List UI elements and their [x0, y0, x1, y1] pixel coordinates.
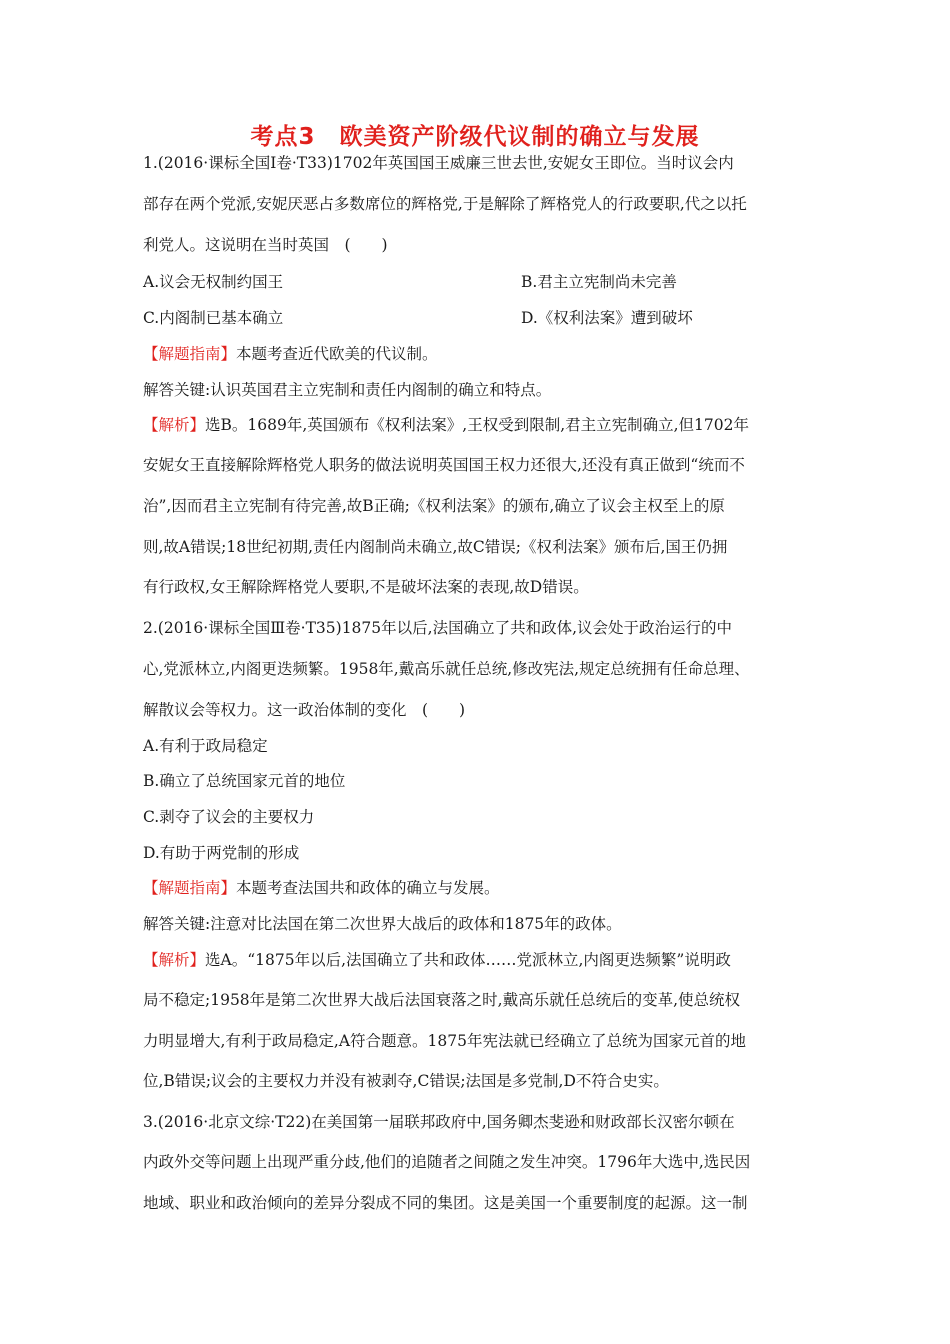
q2-option-d: D.有助于两党制的形成	[143, 844, 300, 862]
q2-option-a: A.有利于政局稳定	[143, 737, 268, 755]
q1-analysis-line-3: 治”,因而君主立宪制有待完善,故B正确;《权利法案》的颁布,确立了议会主权至上的原	[143, 497, 725, 515]
q1-option-b: B.君主立宪制尚未完善	[521, 273, 677, 291]
q1-analysis-line-4: 则,故A错误;18世纪初期,责任内阁制尚未确立,故C错误;《权利法案》颁布后,国王仍拥	[143, 538, 728, 556]
q1-stem-line-3: 利党人。这说明在当时英国 ( )	[143, 236, 388, 254]
q2-guide-tag: 【解题指南】	[143, 879, 237, 897]
q2-stem-line-2: 心,党派林立,内阁更迭频繁。1958年,戴高乐就任总统,修改宪法,规定总统拥有任命总理、	[143, 660, 750, 678]
q1-option-c: C.内阁制已基本确立	[143, 309, 284, 327]
q1-option-row-1	[143, 272, 677, 292]
q1-analysis-line-2: 安妮女王直接解除辉格党人职务的做法说明英国国王权力还很大,还没有真正做到“统而不	[143, 456, 745, 474]
q2-analysis-line-3: 力明显增大,有利于政局稳定,A符合题意。1875年宪法就已经确立了总统为国家元首的地	[143, 1032, 746, 1050]
q2-analysis-line-2: 局不稳定;1958年是第二次世界大战后法国衰落之时,戴高乐就任总统后的变革,使总统权	[143, 991, 741, 1009]
q2-option-c: C.剥夺了议会的主要权力	[143, 808, 315, 826]
q3-stem-line-2: 内政外交等问题上出现严重分歧,他们的追随者之间随之发生冲突。1796年大选中,选民因	[143, 1153, 751, 1171]
q2-analysis-line-4: 位,B错误;议会的主要权力并没有被剥夺,C错误;法国是多党制,D不符合史实。	[143, 1072, 669, 1090]
q1-guide-tag: 【解题指南】	[143, 345, 237, 363]
q2-stem-line-1: 2.(2016·课标全国Ⅲ卷·T35)1875年以后,法国确立了共和政体,议会处于政治运行的中	[143, 619, 732, 637]
q2-stem-line-3: 解散议会等权力。这一政治体制的变化 ( )	[143, 701, 466, 719]
q1-analysis-tag: 【解析】	[143, 416, 206, 434]
q1-option-row-2	[143, 308, 693, 328]
q1-analysis-text-1: 选B。1689年,英国颁布《权利法案》,王权受到限制,君主立宪制确立,但1702年	[205, 416, 750, 434]
q2-option-b: B.确立了总统国家元首的地位	[143, 772, 346, 790]
page-title: 考点3 欧美资产阶级代议制的确立与发展	[250, 124, 700, 150]
q2-key: 解答关键:注意对比法国在第二次世界大战后的政体和1875年的政体。	[143, 915, 622, 933]
q1-option-d: D.《权利法案》遭到破坏	[521, 309, 693, 327]
q1-guide	[143, 344, 438, 364]
q2-analysis-text-1: 选A。“1875年以后,法国确立了共和政体……党派林立,内阁更迭频繁”说明政	[205, 951, 731, 969]
q1-analysis-line-5: 有行政权,女王解除辉格党人要职,不是破坏法案的表现,故D错误。	[143, 578, 589, 596]
q2-analysis-tag: 【解析】	[143, 951, 206, 969]
q2-analysis-line-1	[143, 950, 731, 970]
q1-analysis-line-1	[143, 415, 749, 435]
q3-stem-line-1: 3.(2016·北京文综·T22)在美国第一届联邦政府中,国务卿杰斐逊和财政部长汉密尔顿在	[143, 1113, 735, 1131]
q1-stem-line-1: 1.(2016·课标全国Ⅰ卷·T33)1702年英国国王威廉三世去世,安妮女王即位。当时议会内	[143, 154, 734, 172]
q1-stem-line-2: 部存在两个党派,安妮厌恶占多数席位的辉格党,于是解除了辉格党人的行政要职,代之以托	[143, 195, 747, 213]
q1-option-a: A.议会无权制约国王	[143, 273, 284, 291]
q2-guide	[143, 878, 500, 898]
q1-key: 解答关键:认识英国君主立宪制和责任内阁制的确立和特点。	[143, 381, 552, 399]
q2-guide-text: 本题考查法国共和政体的确立与发展。	[236, 879, 500, 897]
q1-guide-text: 本题考查近代欧美的代议制。	[236, 345, 438, 363]
q3-stem-line-3: 地域、职业和政治倾向的差异分裂成不同的集团。这是美国一个重要制度的起源。这一制	[143, 1194, 748, 1212]
